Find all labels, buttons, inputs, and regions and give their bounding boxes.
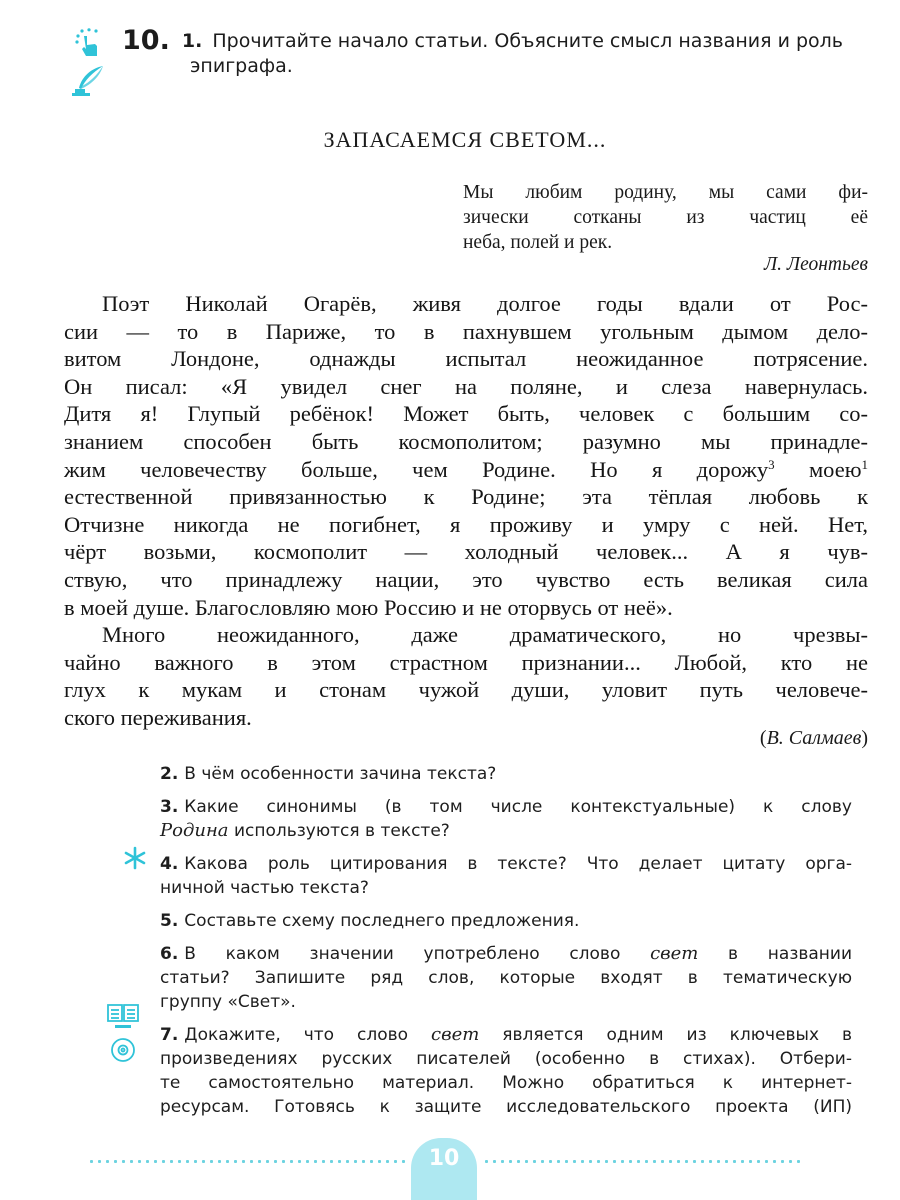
dot — [266, 1160, 269, 1163]
body-line: Отчизне никогда не погибнет, я проживу и умру с ней. Нет, — [64, 511, 868, 537]
dot — [378, 1160, 381, 1163]
dot — [130, 1160, 133, 1163]
dot — [146, 1160, 149, 1163]
question-text: те самостоятельно материал. Можно обратиться к интернет- — [160, 1073, 852, 1093]
dot — [314, 1160, 317, 1163]
dot — [274, 1160, 277, 1163]
dot — [306, 1160, 309, 1163]
body-line: Поэт Николай Огарёв, живя долгое годы вдали от Рос- — [102, 291, 868, 316]
dot — [493, 1160, 496, 1163]
dot — [773, 1160, 776, 1163]
article-title: ЗАПАСАЕМСЯ СВЕТОМ... — [323, 127, 607, 152]
dot — [741, 1160, 744, 1163]
dot — [162, 1160, 165, 1163]
dot — [597, 1160, 600, 1163]
dot — [573, 1160, 576, 1163]
question-5 — [160, 909, 852, 933]
dot — [629, 1160, 632, 1163]
paren-open: ( — [759, 727, 767, 749]
question-4 — [160, 852, 852, 900]
dot — [138, 1160, 141, 1163]
dot — [621, 1160, 624, 1163]
questions-list — [160, 762, 852, 1128]
footer-dots-right — [485, 1160, 805, 1164]
dot — [581, 1160, 584, 1163]
dot — [669, 1160, 672, 1163]
italic-term: свет — [650, 943, 699, 964]
question-text: Какие синонимы (в том числе контекстуальные) к слову — [184, 797, 852, 817]
dot — [210, 1160, 213, 1163]
dot — [90, 1160, 93, 1163]
article-body — [64, 290, 868, 732]
epigraph-author: Л. Леонтьев — [763, 254, 868, 275]
dot — [645, 1160, 648, 1163]
question-text: группу «Свет». — [160, 992, 296, 1012]
body-line: в моей душе. Благословляю мою Россию и не оторвусь от неё». — [64, 594, 673, 620]
body-line-with-footnotes — [64, 456, 868, 484]
epigraph-line: зически сотканы из частиц её — [463, 207, 868, 228]
quill-icon — [70, 64, 106, 100]
task-number: 10. — [122, 25, 170, 56]
question-text: ресурсам. Готовясь к защите исследовательского проекта (ИП) — [160, 1097, 852, 1117]
body-line: витом Лондоне, однажды испытал неожиданное потрясение. — [64, 346, 868, 372]
body-line-tail: моею — [774, 456, 862, 482]
dot — [290, 1160, 293, 1163]
dot — [242, 1160, 245, 1163]
dot — [250, 1160, 253, 1163]
body-line: глух к мукам и стонам чужой души, уловит путь человече- — [64, 677, 868, 703]
dot — [394, 1160, 397, 1163]
dot — [653, 1160, 656, 1163]
italic-term: свет — [431, 1024, 480, 1045]
dot — [501, 1160, 504, 1163]
dot — [298, 1160, 301, 1163]
body-line: чёрт возьми, космополит — холодный человек... А я чув- — [64, 539, 868, 565]
hand-tap-icon — [73, 28, 107, 58]
dot — [789, 1160, 792, 1163]
dot — [757, 1160, 760, 1163]
book-icon — [106, 1002, 140, 1030]
dot — [637, 1160, 640, 1163]
dot — [122, 1160, 125, 1163]
disc-icon — [110, 1037, 136, 1063]
task-instruction-line2: эпиграфа. — [190, 55, 293, 77]
dot — [202, 1160, 205, 1163]
dot — [717, 1160, 720, 1163]
dot — [386, 1160, 389, 1163]
dot — [661, 1160, 664, 1163]
body-line: Много неожиданного, даже драматического, но чрезвы- — [102, 622, 868, 648]
dot — [370, 1160, 373, 1163]
question-text: является одним из ключевых в — [479, 1025, 852, 1045]
question-text: Какова роль цитирования в тексте? Что делает цитату орга- — [184, 854, 852, 874]
task-instruction-line1: Прочитайте начало статьи. Объясните смысл названия и роль — [212, 30, 843, 52]
body-line: знанием способен быть космополитом; разумно мы принадле- — [64, 428, 868, 454]
question-number: 6. — [160, 944, 179, 964]
dot — [282, 1160, 285, 1163]
page-number: 10 — [428, 1146, 460, 1171]
body-line-text: жим человечеству больше, чем Родине. Но я дорожу — [64, 456, 769, 482]
dot — [178, 1160, 181, 1163]
body-line: сии — то в Париже, то в пахнувшем угольным дымом дело- — [64, 318, 868, 344]
dot — [234, 1160, 237, 1163]
body-line: Он писал: «Я увидел снег на поляне, и слеза навернулась. — [64, 373, 868, 399]
dot — [346, 1160, 349, 1163]
footer-dots-left — [90, 1160, 410, 1164]
dot — [533, 1160, 536, 1163]
question-text: в названии — [698, 944, 853, 964]
dot — [733, 1160, 736, 1163]
question-text: В каком значении употреблено слово — [184, 944, 651, 964]
body-line: Дитя я! Глупый ребёнок! Может быть, человек с большим со- — [64, 401, 868, 427]
question-text: В чём особенности зачина текста? — [184, 764, 497, 784]
dot — [781, 1160, 784, 1163]
dot — [605, 1160, 608, 1163]
question-text: ничной частью текста? — [160, 878, 369, 898]
body-line: естественной привязанностью к Родине; эта тёплая любовь к — [64, 484, 868, 510]
dot — [725, 1160, 728, 1163]
dot — [797, 1160, 800, 1163]
question-7 — [160, 1023, 852, 1119]
question-number: 5. — [160, 911, 179, 931]
dot — [701, 1160, 704, 1163]
dot — [194, 1160, 197, 1163]
dot — [509, 1160, 512, 1163]
dot — [218, 1160, 221, 1163]
dot — [749, 1160, 752, 1163]
subtask-number: 1. — [181, 30, 203, 52]
dot — [186, 1160, 189, 1163]
dot — [557, 1160, 560, 1163]
dot — [114, 1160, 117, 1163]
dot — [517, 1160, 520, 1163]
dot — [106, 1160, 109, 1163]
epigraph-line: неба, полей и рек. — [463, 232, 613, 253]
question-number: 2. — [160, 764, 179, 784]
question-text: Составьте схему последнего предложения. — [184, 911, 580, 931]
dot — [98, 1160, 101, 1163]
dot — [338, 1160, 341, 1163]
body-line: ского переживания. — [64, 704, 252, 730]
dot — [402, 1160, 405, 1163]
dot — [525, 1160, 528, 1163]
dot — [613, 1160, 616, 1163]
question-number: 4. — [160, 854, 179, 874]
dot — [154, 1160, 157, 1163]
dot — [362, 1160, 365, 1163]
epigraph — [463, 180, 868, 255]
question-text: используются в тексте? — [228, 821, 450, 841]
asterisk-icon — [123, 846, 147, 870]
epigraph-line: Мы любим родину, мы сами фи- — [463, 182, 868, 203]
dot — [258, 1160, 261, 1163]
question-6 — [160, 942, 852, 1014]
footnote-marker: 1 — [861, 456, 868, 472]
paren-close: ) — [861, 727, 868, 749]
dot — [709, 1160, 712, 1163]
task-header — [122, 25, 882, 79]
question-2 — [160, 762, 852, 786]
question-text: Докажите, что слово — [184, 1025, 432, 1045]
article-source — [760, 727, 868, 750]
body-line: чайно важного в этом страстном признании... Любой, кто не — [64, 649, 868, 675]
dot — [765, 1160, 768, 1163]
question-number: 7. — [160, 1025, 179, 1045]
page-number-tab — [411, 1138, 477, 1200]
source-author: В. Салмаев — [766, 727, 862, 749]
question-number: 3. — [160, 797, 179, 817]
question-text: произведениях русских писателей (особенно в стихах). Отбери- — [160, 1049, 852, 1069]
dot — [354, 1160, 357, 1163]
dot — [330, 1160, 333, 1163]
question-text: статьи? Запишите ряд слов, которые входят в тематическую — [160, 968, 852, 988]
dot — [693, 1160, 696, 1163]
dot — [685, 1160, 688, 1163]
footnote-marker: 3 — [768, 456, 775, 472]
body-line: ствую, что принадлежу нации, это чувство есть великая сила — [64, 566, 868, 592]
dot — [677, 1160, 680, 1163]
dot — [589, 1160, 592, 1163]
dot — [485, 1160, 488, 1163]
dot — [170, 1160, 173, 1163]
italic-term: Родина — [160, 820, 229, 841]
question-3 — [160, 795, 852, 843]
dot — [565, 1160, 568, 1163]
dot — [322, 1160, 325, 1163]
dot — [549, 1160, 552, 1163]
dot — [541, 1160, 544, 1163]
dot — [226, 1160, 229, 1163]
